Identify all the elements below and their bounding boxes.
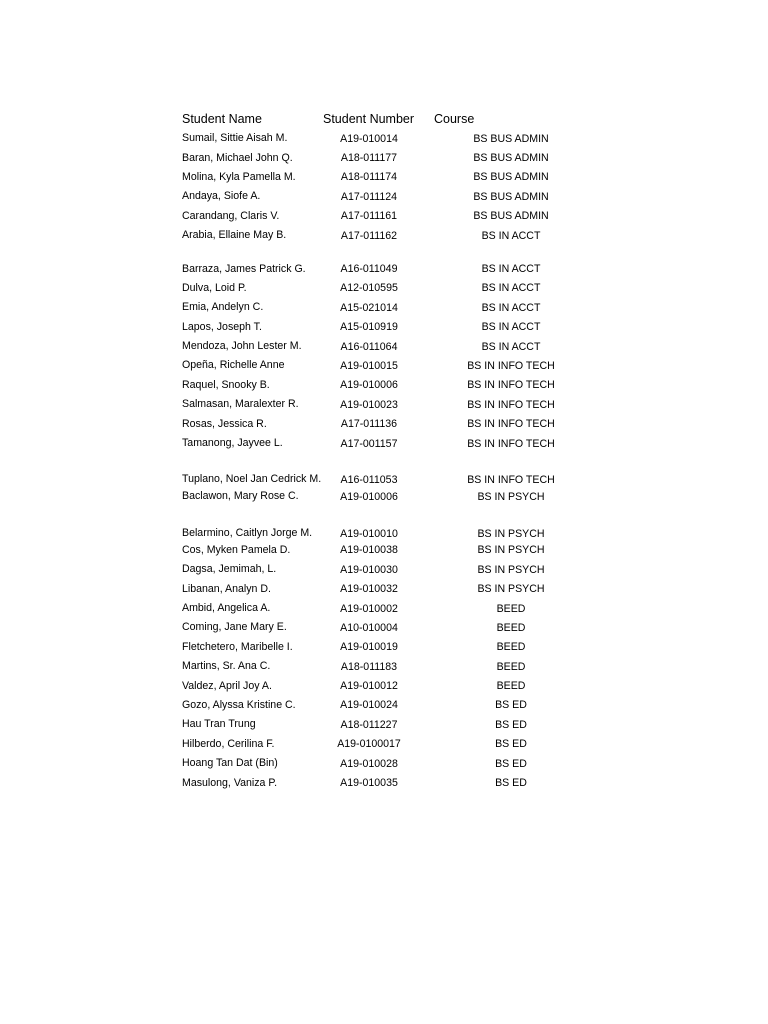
- student-number-cell: A17-011136: [340, 418, 398, 431]
- student-name-cell: Molina, Kyla Pamella M.: [182, 170, 296, 183]
- course-cell: BS IN INFO TECH: [467, 379, 555, 392]
- table-row: [182, 337, 582, 356]
- table-row: [182, 376, 582, 395]
- table-row: [182, 395, 582, 414]
- student-number-cell: A19-010002: [340, 602, 398, 615]
- student-name-cell: Ambid, Angelica A.: [182, 602, 271, 614]
- course-cell: BS IN ACCT: [481, 321, 541, 334]
- table-row: [182, 507, 582, 541]
- student-number-cell: A19-010010: [340, 527, 398, 540]
- student-number-cell: A19-010038: [340, 544, 398, 557]
- student-number-cell: A12-010595: [340, 282, 398, 295]
- table-row: [182, 715, 582, 734]
- table-row: [182, 148, 582, 167]
- student-name-cell: Mendoza, John Lester M.: [182, 340, 302, 353]
- table-row: [182, 259, 582, 278]
- student-name-cell: Dulva, Loid P.: [182, 281, 247, 294]
- student-name-cell: Cos, Myken Pamela D.: [182, 543, 291, 556]
- student-number-cell: A19-010028: [340, 757, 398, 770]
- student-name-cell: Tamanong, Jayvee L.: [182, 437, 283, 450]
- table-row: [182, 579, 582, 598]
- table-row: [182, 187, 582, 206]
- table-row: [182, 356, 582, 375]
- course-cell: BS IN ACCT: [481, 301, 541, 314]
- student-number-cell: A17-011162: [340, 229, 398, 242]
- course-cell: BEED: [496, 602, 526, 615]
- student-number-cell: A19-010023: [340, 398, 398, 411]
- course-cell: BS ED: [495, 718, 527, 731]
- student-number-cell: A16-011053: [340, 474, 398, 487]
- student-name-cell: Libanan, Analyn D.: [182, 582, 271, 595]
- table-row: [182, 696, 582, 715]
- student-name-cell: Opeña, Richelle Anne: [182, 359, 285, 372]
- table-row: [182, 560, 582, 579]
- course-cell: BS IN PSYCH: [477, 544, 545, 557]
- course-cell: BS IN PSYCH: [477, 490, 545, 503]
- student-number-cell: A18-011183: [340, 660, 398, 673]
- student-number-cell: A19-010006: [340, 490, 398, 503]
- course-cell: BS BUS ADMIN: [473, 171, 549, 184]
- student-name-cell: Tuplano, Noel Jan Cedrick M.: [182, 473, 322, 486]
- course-cell: BS IN ACCT: [481, 282, 541, 295]
- course-cell: BEED: [496, 660, 526, 673]
- student-number-cell: A19-010015: [340, 359, 398, 372]
- student-number-cell: A19-010006: [340, 379, 398, 392]
- table-row: [182, 318, 582, 337]
- table-row: [182, 754, 582, 773]
- table-row: [182, 414, 582, 433]
- student-number-cell: A16-011064: [340, 340, 398, 353]
- student-name-cell: Belarmino, Caitlyn Jorge M.: [182, 526, 313, 539]
- table-row: [182, 676, 582, 695]
- table-row: [182, 279, 582, 298]
- student-name-cell: Coming, Jane Mary E.: [182, 621, 287, 634]
- table-header: [182, 109, 582, 128]
- course-cell: BS ED: [495, 777, 527, 790]
- table-row: [182, 657, 582, 676]
- table-row: [182, 453, 582, 487]
- student-number-cell: A19-010019: [340, 641, 398, 654]
- table-row: [182, 434, 582, 453]
- student-number-cell: A10-010004: [340, 621, 398, 634]
- table-row: [182, 207, 582, 226]
- student-name-cell: Salmasan, Maralexter R.: [182, 398, 299, 411]
- course-cell: BS ED: [495, 757, 527, 770]
- table-row: [182, 638, 582, 657]
- student-name-cell: Andaya, Siofe A.: [182, 190, 261, 203]
- student-name-cell: Arabia, Ellaine May B.: [182, 229, 287, 242]
- student-number-cell: A19-010030: [340, 563, 398, 576]
- student-number-cell: A17-011124: [340, 190, 398, 203]
- student-number-cell: A18-011227: [340, 718, 398, 731]
- student-name-cell: Emia, Andelyn C.: [182, 301, 264, 314]
- student-number-cell: A15-010919: [340, 321, 398, 334]
- course-cell: BS ED: [495, 738, 527, 751]
- student-number-cell: A18-011174: [340, 171, 398, 184]
- student-number-cell: A19-0100017: [337, 738, 401, 751]
- course-cell: BS IN ACCT: [481, 229, 541, 242]
- student-name-cell: Dagsa, Jemimah, L.: [182, 563, 277, 576]
- table-row: [182, 298, 582, 317]
- student-name-cell: Carandang, Claris V.: [182, 209, 280, 222]
- student-name-cell: Gozo, Alyssa Kristine C.: [182, 698, 296, 711]
- student-name-cell: Baran, Michael John Q.: [182, 151, 293, 164]
- table-row: [182, 773, 582, 792]
- student-name-cell: Baclawon, Mary Rose C.: [182, 490, 299, 503]
- course-cell: BS BUS ADMIN: [473, 190, 549, 203]
- course-cell: BS IN INFO TECH: [467, 398, 555, 411]
- table-row: [182, 599, 582, 618]
- student-table: [182, 109, 582, 793]
- student-number-cell: A17-001157: [340, 437, 398, 450]
- student-name-cell: Rosas, Jessica R.: [182, 417, 267, 430]
- student-name-cell: Sumail, Sittie Aisah M.: [182, 132, 288, 145]
- table-row: [182, 168, 582, 187]
- student-number-cell: A18-011177: [340, 152, 398, 165]
- header-course: Course: [434, 111, 475, 126]
- course-cell: BEED: [496, 621, 526, 634]
- course-cell: BS IN PSYCH: [477, 563, 545, 576]
- student-number-cell: A17-011161: [340, 210, 398, 223]
- course-cell: BS IN INFO TECH: [467, 359, 555, 372]
- course-cell: BS IN PSYCH: [477, 527, 545, 540]
- student-name-cell: Lapos, Joseph T.: [182, 320, 262, 333]
- student-number-cell: A19-010024: [340, 699, 398, 712]
- course-cell: BS BUS ADMIN: [473, 152, 549, 165]
- student-number-cell: A15-021014: [340, 301, 398, 314]
- table-row: [182, 487, 582, 506]
- student-name-cell: Hilberdo, Cerilina F.: [182, 737, 275, 750]
- course-cell: BEED: [496, 641, 526, 654]
- student-name-cell: Hoang Tan Dat (Bin): [182, 757, 278, 770]
- course-cell: BEED: [496, 680, 526, 693]
- student-name-cell: Masulong, Vaniza P.: [182, 776, 278, 789]
- course-cell: BS BUS ADMIN: [473, 132, 549, 145]
- student-name-cell: Raquel, Snooky B.: [182, 378, 270, 391]
- header-student-name: Student Name: [182, 111, 262, 126]
- table-row: [182, 618, 582, 637]
- table-row: [182, 735, 582, 754]
- course-cell: BS IN ACCT: [481, 340, 541, 353]
- student-name-cell: Barraza, James Patrick G.: [182, 262, 306, 275]
- student-name-cell: Hau Tran Trung: [182, 718, 256, 731]
- table-row: [182, 226, 582, 245]
- student-name-cell: Valdez, April Joy A.: [182, 679, 272, 692]
- course-cell: BS IN PSYCH: [477, 583, 545, 596]
- student-number-cell: A19-010012: [340, 680, 398, 693]
- student-number-cell: A19-010035: [340, 777, 398, 790]
- header-student-number: Student Number: [323, 111, 415, 126]
- course-cell: BS ED: [495, 699, 527, 712]
- student-name-cell: Fletchetero, Maribelle I.: [182, 640, 293, 653]
- student-number-cell: A16-011049: [340, 263, 398, 276]
- course-cell: BS BUS ADMIN: [473, 210, 549, 223]
- table-row: [182, 541, 582, 560]
- student-name-cell: Martins, Sr. Ana C.: [182, 660, 271, 673]
- student-number-cell: A19-010014: [340, 132, 398, 145]
- course-cell: BS IN INFO TECH: [467, 437, 555, 450]
- student-number-cell: A19-010032: [340, 583, 398, 596]
- table-row: [182, 129, 582, 148]
- course-cell: BS IN ACCT: [481, 263, 541, 276]
- course-cell: BS IN INFO TECH: [467, 418, 555, 431]
- course-cell: BS IN INFO TECH: [467, 474, 555, 487]
